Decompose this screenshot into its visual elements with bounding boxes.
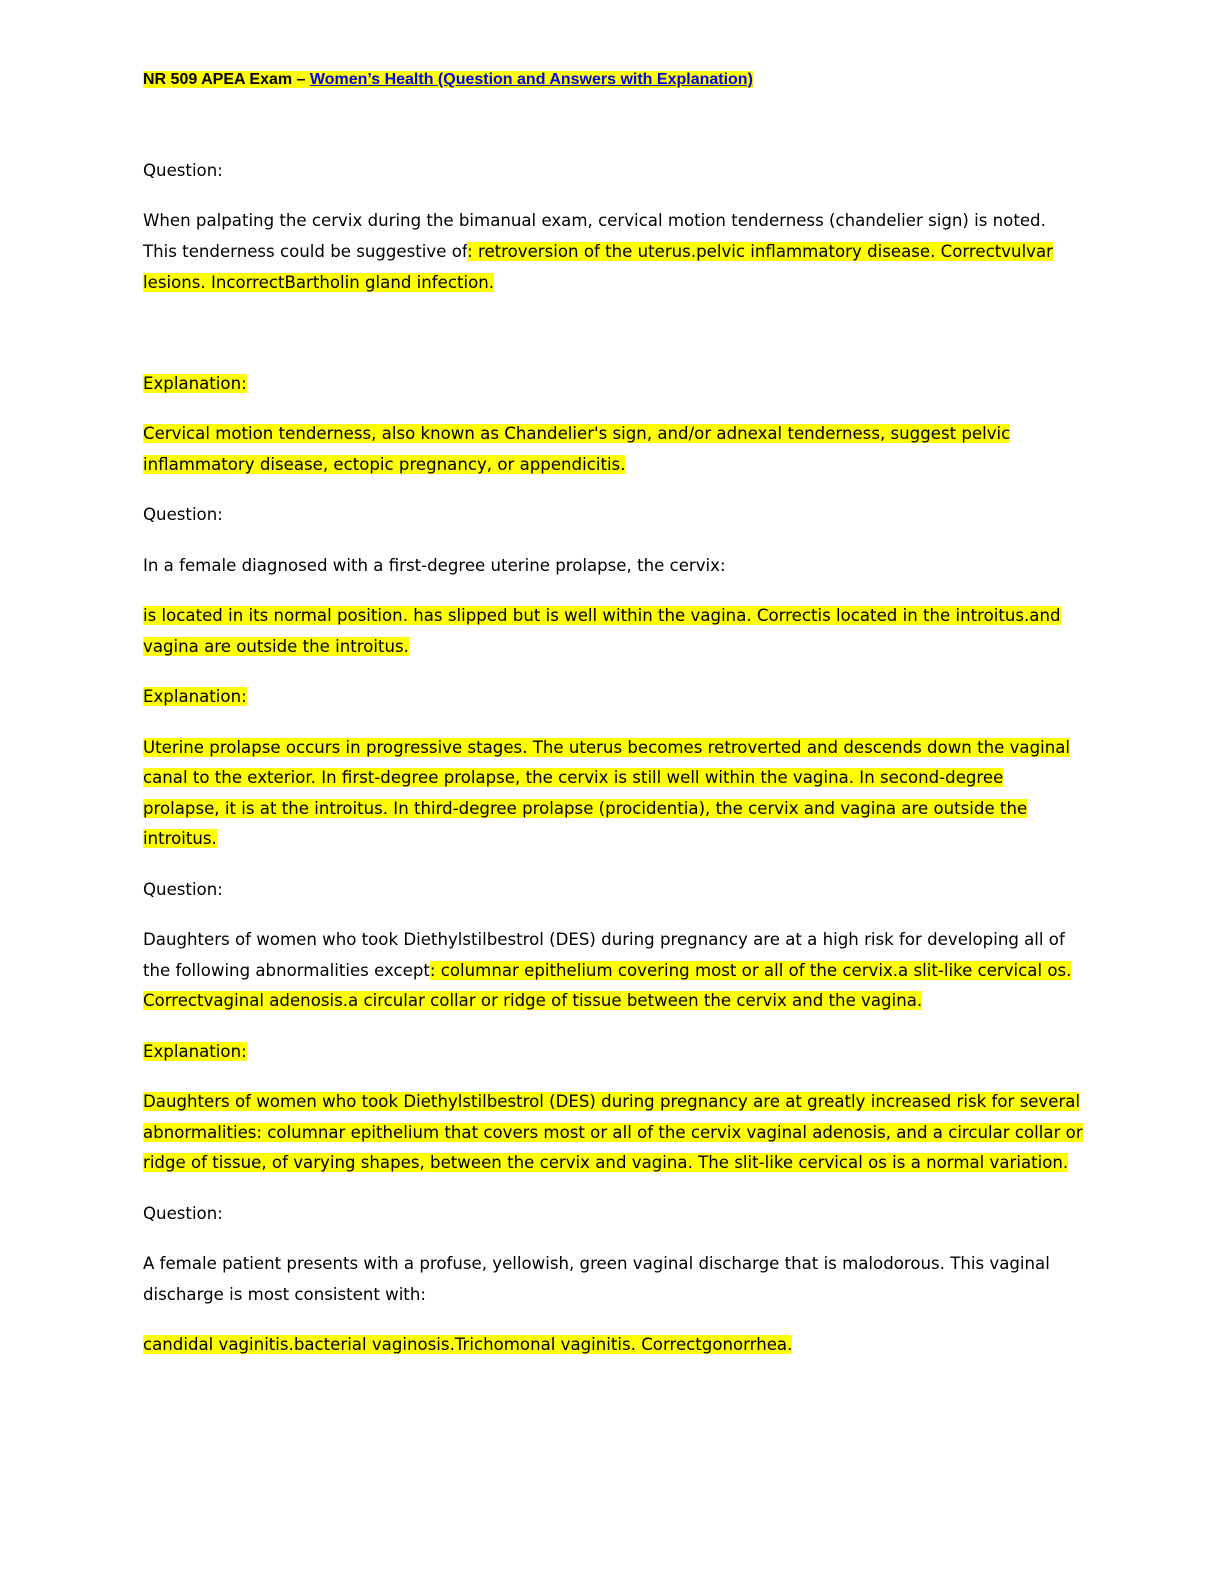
- title-link[interactable]: Women’s Health (Question and Answers with Explanation): [309, 71, 753, 88]
- q3-explanation-label: Explanation:: [143, 1041, 247, 1061]
- q3-question: [143, 925, 1083, 1017]
- q1-stem: When palpating the cervix during the bimanual exam, cervical motion tenderness (chandelier sign) is noted. This tenderness could be suggestive of: [143, 211, 1046, 261]
- document-title: [143, 66, 1083, 94]
- q2-explanation: Uterine prolapse occurs in progressive stages. The uterus becomes retroverted and descends down the vaginal canal to the exterior. In first-degree prolapse, the cervix is still well within the vagina. In second-degree prolapse, it is at the introitus. In third-degree prolapse (procidentia), the cervix and vagina are outside the introitus.: [143, 737, 1071, 849]
- spacer: [143, 318, 1083, 369]
- q4-stem: A female patient presents with a profuse, yellowish, green vaginal discharge that is malodorous. This vaginal discharge is most consistent with:: [143, 1254, 1050, 1304]
- q3-answers: : columnar epithelium covering most or all of the cervix.a slit-like cervical os. Correctvaginal adenosis.a circular collar or ridge of tissue between the cervix and the vagina.: [143, 960, 1072, 1011]
- document-content: [143, 66, 1083, 1380]
- q3-stem: Daughters of women who took Diethylstilbestrol (DES) during pregnancy are at a high risk for developing all of the following abnormalities except: [143, 930, 1065, 980]
- q2-answers: is located in its normal position. has slipped but is well within the vagina. Correctis located in the introitus.and vagina are outside the introitus.: [143, 606, 1061, 656]
- q4-label: Question:: [143, 1203, 223, 1223]
- q1-question: [143, 206, 1083, 298]
- q2-explanation-label: Explanation:: [143, 687, 247, 707]
- q1-explanation-label: Explanation:: [143, 373, 247, 393]
- q2-label: Question:: [143, 505, 223, 525]
- q3-explanation: Daughters of women who took Diethylstilbestrol (DES) during pregnancy are at greatly increased risk for several abnormalities: columnar epithelium that covers most or all of the cervix vaginal adenosis, and a circular collar or ridge of tissue, of varying shapes, between the cervix and vagina. The slit-like cervical os is a normal variation.: [143, 1092, 1083, 1173]
- q2-stem: In a female diagnosed with a first-degree uterine prolapse, the cervix:: [143, 555, 726, 575]
- q1-explanation: Cervical motion tenderness, also known as Chandelier's sign, and/or adnexal tenderness, suggest pelvic inflammatory disease, ectopic pregnancy, or appendicitis.: [143, 424, 1011, 474]
- q1-answers: : retroversion of the uterus.pelvic inflammatory disease. Correctvulvar lesions. IncorrectBartholin gland infection.: [143, 241, 1053, 292]
- q3-label: Question:: [143, 879, 223, 899]
- q4-answers: candidal vaginitis.bacterial vaginosis.Trichomonal vaginitis. Correctgonorrhea.: [143, 1334, 793, 1354]
- q1-label: Question:: [143, 161, 223, 180]
- title-prefix: NR 509 APEA Exam –: [143, 71, 310, 88]
